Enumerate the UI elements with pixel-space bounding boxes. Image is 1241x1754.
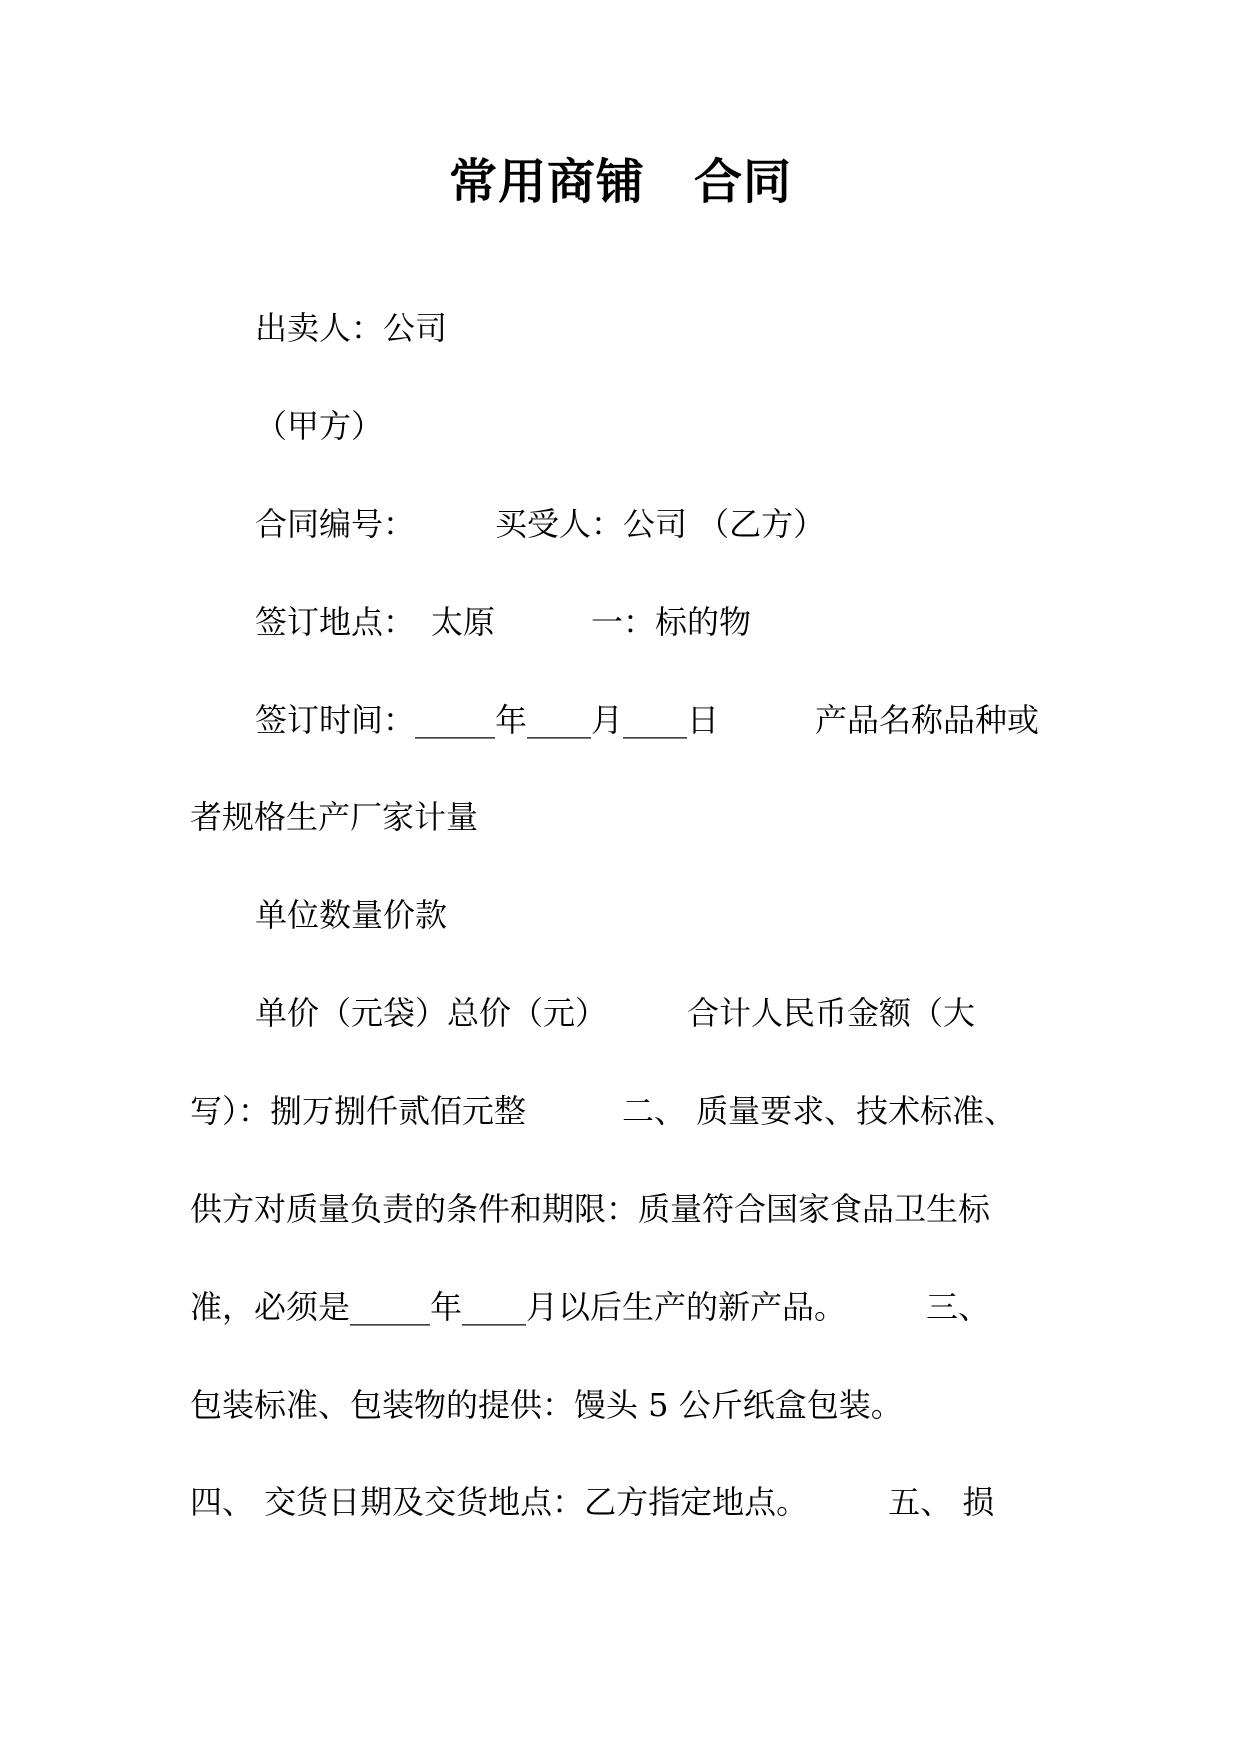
body-text-line: 包装标准、包装物的提供：馒头 5 公斤纸盒包装。: [190, 1386, 903, 1424]
contract-number-line: 合同编号： 买受人：公司 （乙方）: [255, 505, 826, 543]
body-text-line: 者规格生产厂家计量: [190, 798, 479, 836]
document-title: 常用商铺 合同: [448, 154, 792, 210]
body-text-line: 供方对质量负责的条件和期限：质量符合国家食品卫生标: [190, 1190, 991, 1228]
body-text-line: 单价（元袋）总价（元） 合计人民币金额（大: [255, 994, 976, 1032]
body-text-line: 单位数量价款: [255, 896, 448, 934]
signing-place-line: 签订地点： 太原 一：标的物: [255, 603, 752, 641]
body-text-line: 四、 交货日期及交货地点：乙方指定地点。 五、 损: [190, 1483, 995, 1521]
body-text-line: 写）：捌万捌仟贰佰元整 二、 质量要求、技术标准、: [190, 1092, 1017, 1130]
seller-line: 出卖人：公司: [255, 309, 448, 347]
signing-time-line: 签订时间：_____年____月____日 产品名称品种或: [255, 701, 1040, 739]
body-text-line: 准，必须是_____年____月以后生产的新产品。 三、: [190, 1288, 991, 1326]
party-a-line: （甲方）: [255, 407, 384, 445]
